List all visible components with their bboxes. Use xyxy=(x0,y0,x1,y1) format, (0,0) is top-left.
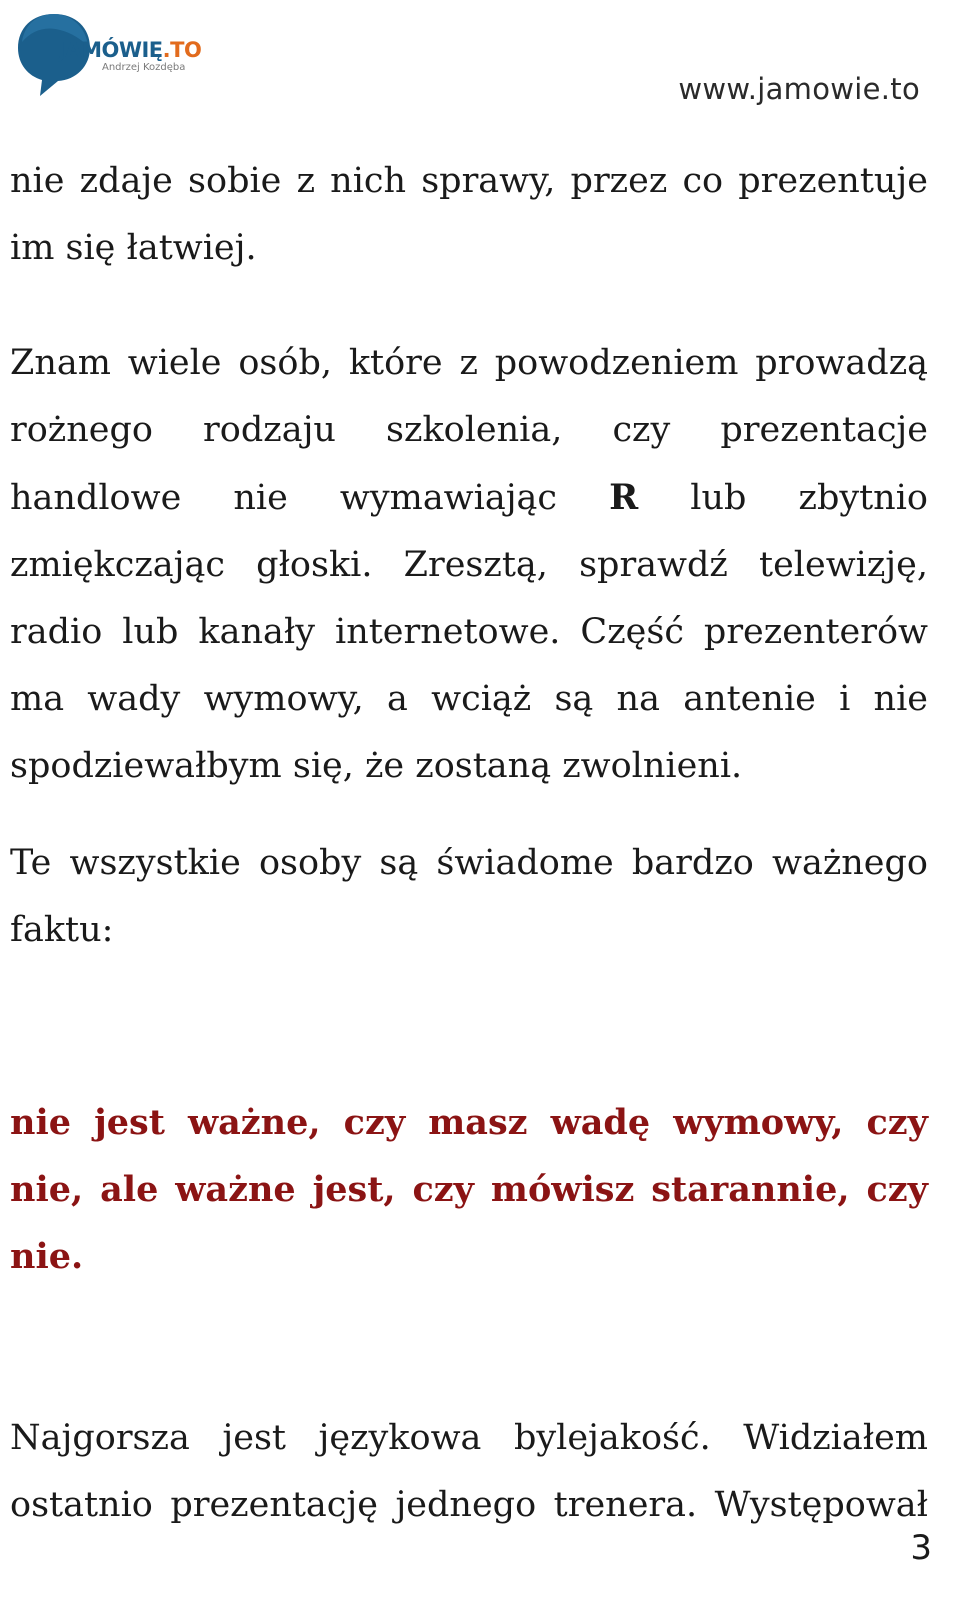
website-url: www.jamowie.to xyxy=(678,72,920,106)
logo-title-mowie: MÓWIĘ xyxy=(81,38,163,62)
highlighted-statement: nie jest ważne, czy masz wadę wymowy, czy nie, ale ważne jest, czy mówisz starannie, czy nie. xyxy=(10,1102,928,1277)
document-body xyxy=(10,148,928,1539)
paragraph-1: nie zdaje sobie z nich sprawy, przez co prezentuje im się łatwiej. xyxy=(10,161,928,268)
paragraph-2-text-end: lub zbytnio zmiękczając głoski. Zresztą, sprawdź telewizję, radio lub kanały internetowe. Część prezenterów ma wady wymowy, a wciąż są na antenie i nie spodziewałbym się, że zostaną zwolnieni. xyxy=(10,478,928,786)
logo-subtitle: Andrzej Kozdęba xyxy=(102,62,186,73)
logo-title-ja: JA xyxy=(58,38,82,62)
paragraph-2 xyxy=(10,330,928,800)
logo xyxy=(14,8,204,100)
logo-title-to: TO xyxy=(170,38,202,62)
paragraph-3: Te wszystkie osoby są świadome bardzo ważnego faktu: xyxy=(10,843,928,950)
paragraph-2-bold-letter: R xyxy=(609,477,639,518)
page-number: 3 xyxy=(910,1528,932,1568)
logo-title-dot: . xyxy=(162,38,171,62)
paragraph-2-text-start: Znam wiele osób, które z powodzeniem prowadzą rożnego rodzaju szkolenia, czy prezentacje handlowe nie wymawiając xyxy=(10,343,928,518)
paragraph-5: Najgorsza jest językowa bylejakość. Widziałem ostatnio prezentację jednego trenera. Występował xyxy=(10,1418,928,1525)
